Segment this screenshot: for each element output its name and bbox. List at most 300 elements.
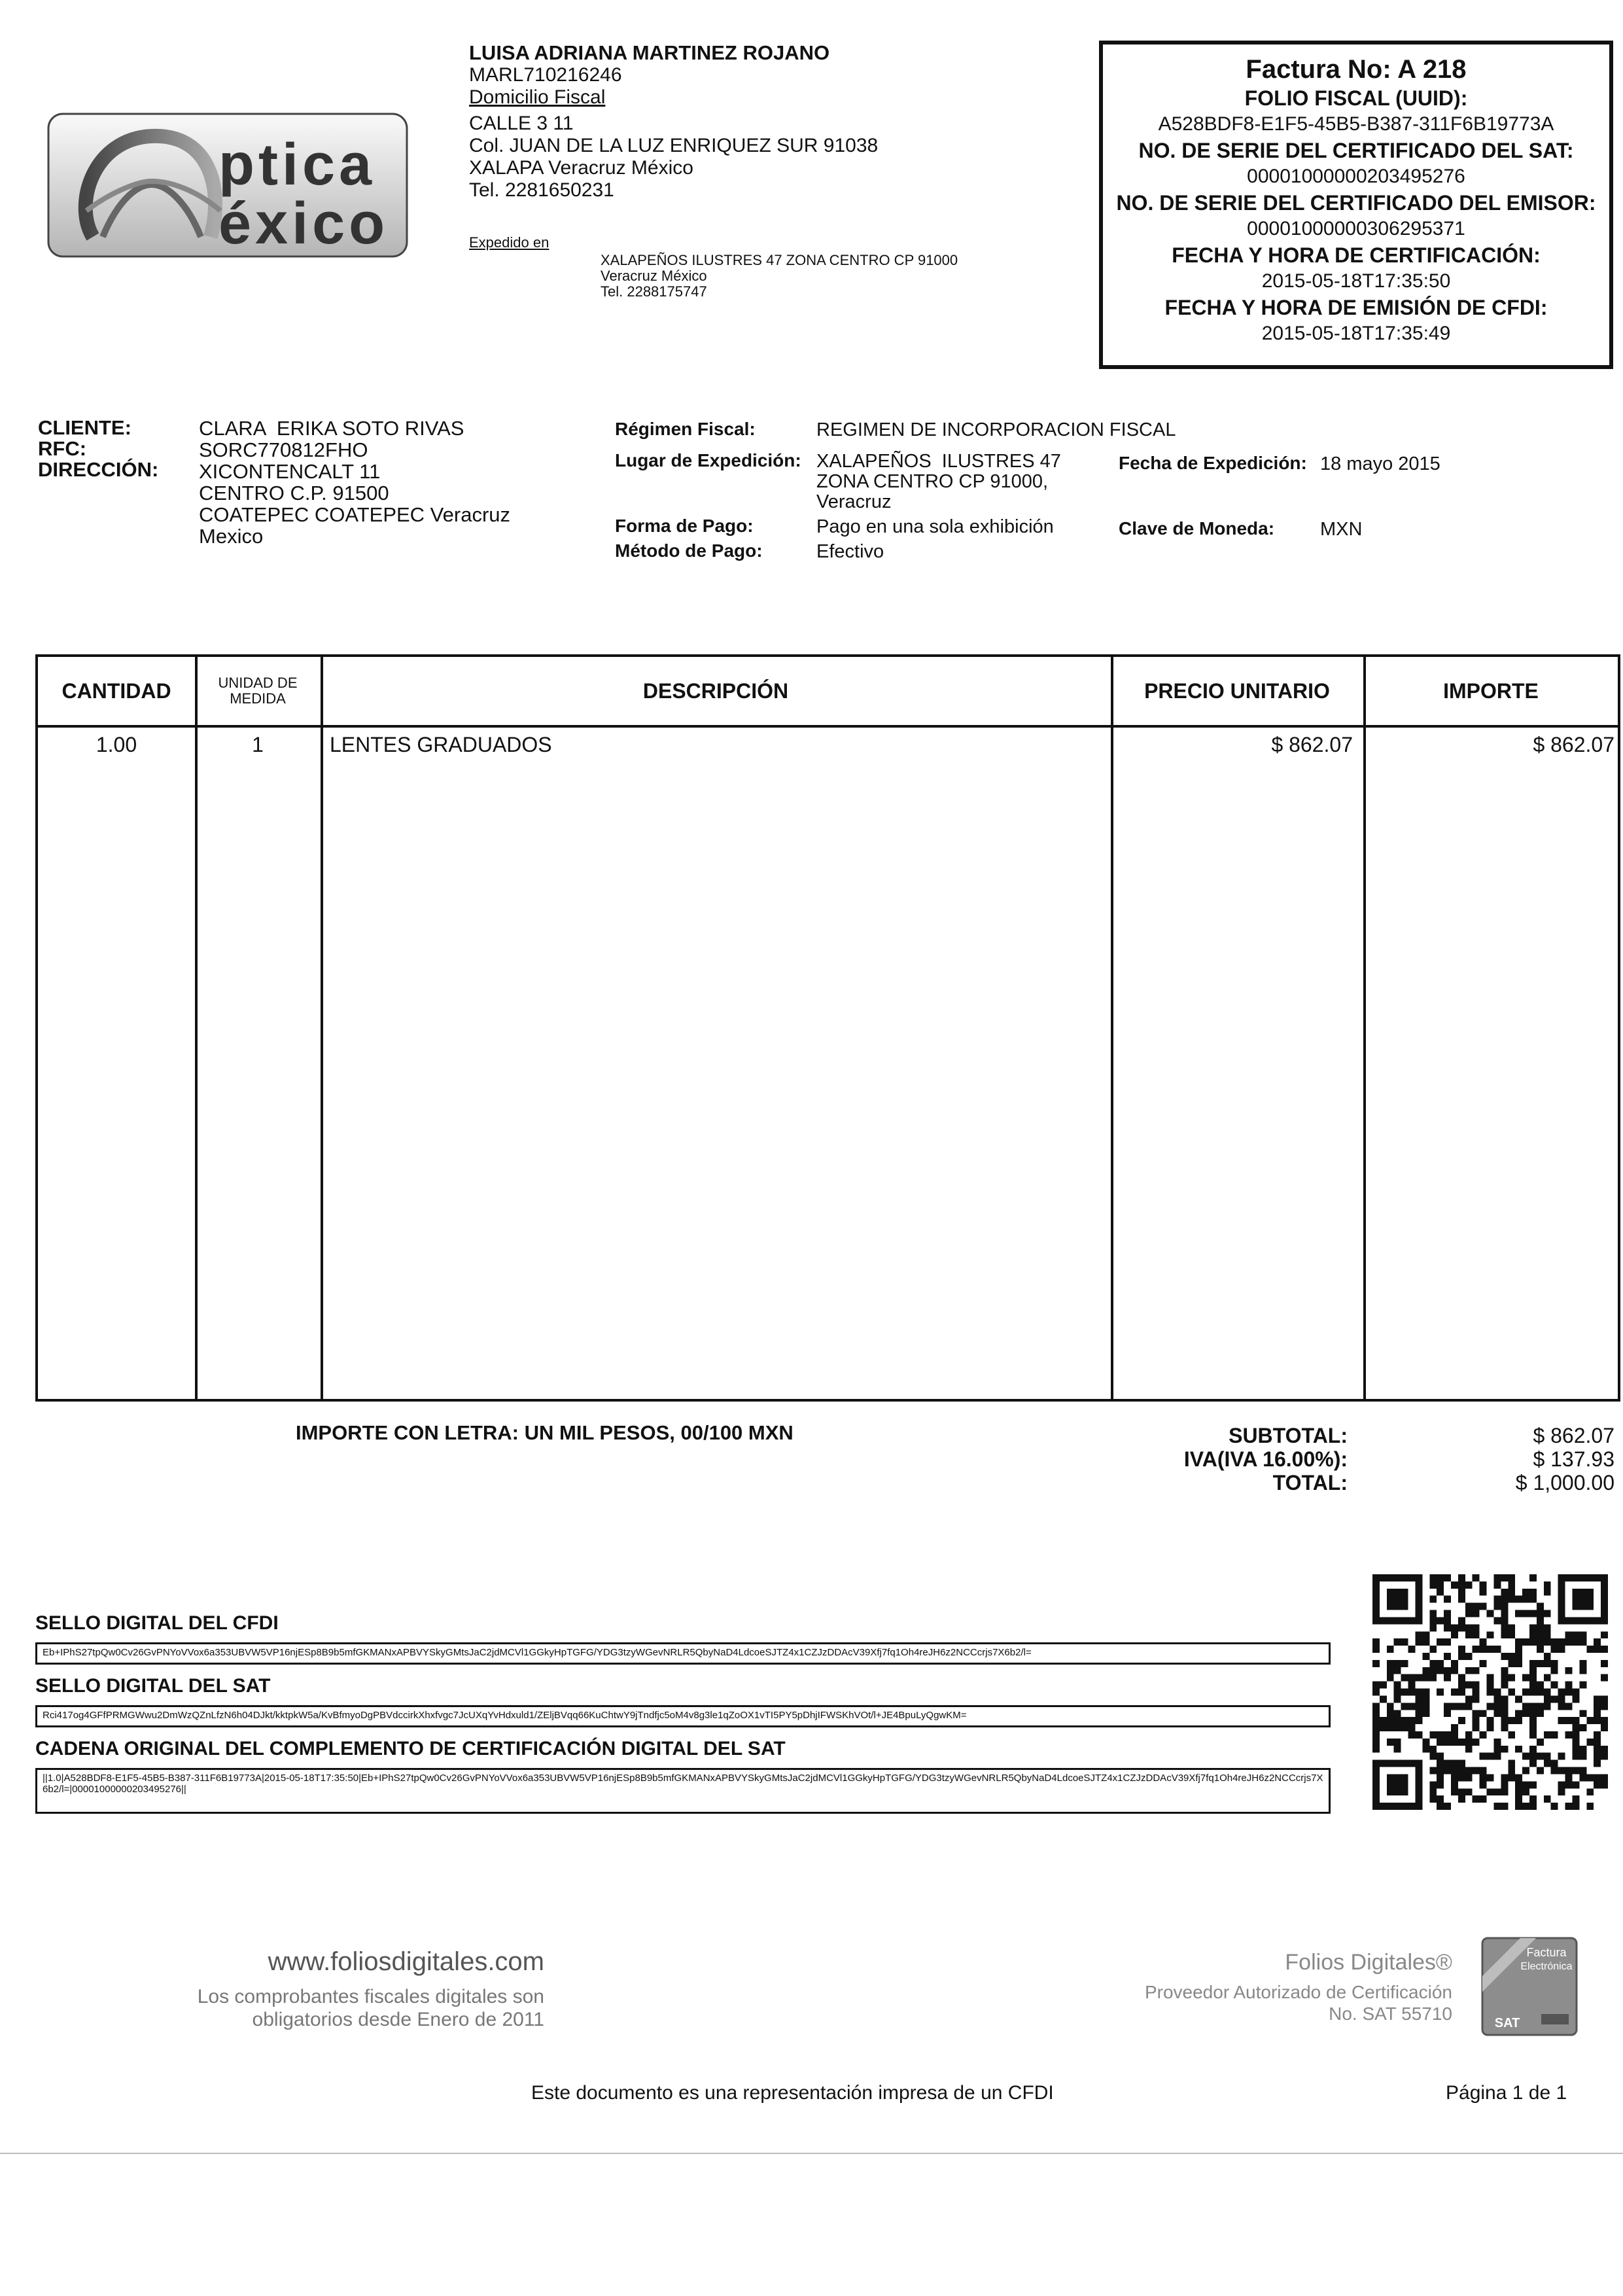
qr-module — [1394, 1724, 1401, 1731]
qr-module — [1508, 1596, 1515, 1603]
qr-module — [1586, 1717, 1594, 1724]
proveedor-line: Proveedor Autorizado de Certificación — [1144, 1982, 1452, 2002]
qr-module — [1473, 1610, 1480, 1617]
qr-module — [1401, 1689, 1408, 1696]
header-cantidad: CANTIDAD — [61, 679, 171, 703]
qr-module — [1394, 1660, 1401, 1667]
qr-module — [1394, 1717, 1401, 1724]
expedido-address — [601, 253, 958, 300]
qr-module — [1565, 1617, 1573, 1624]
qr-module — [1372, 1589, 1380, 1596]
qr-module — [1544, 1624, 1551, 1631]
qr-module — [1408, 1682, 1416, 1689]
qr-module — [1387, 1788, 1394, 1795]
qr-module — [1601, 1581, 1608, 1589]
qr-module — [1372, 1795, 1380, 1803]
qr-module — [1437, 1803, 1444, 1810]
qr-module — [1480, 1774, 1487, 1781]
qr-module — [1508, 1731, 1515, 1739]
qr-module — [1508, 1660, 1515, 1667]
qr-module — [1522, 1703, 1529, 1710]
qr-module — [1415, 1589, 1422, 1596]
qr-module — [1508, 1574, 1515, 1581]
qr-module — [1380, 1724, 1387, 1731]
qr-module — [1537, 1767, 1544, 1775]
sello-cfdi-title: SELLO DIGITAL DEL CFDI — [35, 1612, 279, 1634]
qr-module — [1372, 1731, 1380, 1739]
qr-module — [1572, 1753, 1579, 1760]
qr-module — [1529, 1667, 1537, 1674]
qr-module — [1558, 1589, 1565, 1596]
cell-descripcion: LENTES GRADUADOS — [330, 733, 552, 756]
qr-module — [1401, 1660, 1408, 1667]
qr-module — [1401, 1617, 1408, 1624]
qr-module — [1372, 1710, 1380, 1717]
qr-module — [1601, 1574, 1608, 1581]
rfc-label: RFC: — [38, 437, 87, 460]
qr-module — [1572, 1631, 1579, 1638]
qr-module — [1401, 1803, 1408, 1810]
qr-module — [1579, 1660, 1586, 1667]
qr-module — [1501, 1624, 1508, 1631]
qr-module — [1493, 1603, 1501, 1610]
qr-module — [1437, 1753, 1444, 1760]
qr-module — [1387, 1667, 1394, 1674]
qr-module — [1601, 1589, 1608, 1596]
qr-module — [1529, 1717, 1537, 1724]
qr-module — [1558, 1781, 1565, 1788]
qr-module — [1537, 1646, 1544, 1653]
qr-module — [1579, 1667, 1586, 1674]
qr-module — [1493, 1753, 1501, 1760]
qr-module — [1458, 1596, 1465, 1603]
qr-module — [1558, 1574, 1565, 1581]
qr-module — [1544, 1638, 1551, 1646]
qr-module — [1515, 1774, 1522, 1781]
qr-module — [1394, 1695, 1401, 1703]
qr-module — [1437, 1774, 1444, 1781]
qr-module — [1544, 1631, 1551, 1638]
qr-module — [1422, 1653, 1429, 1660]
qr-module — [1458, 1703, 1465, 1710]
client-name: CLARA ERIKA SOTO RIVAS — [199, 417, 464, 440]
qr-module — [1572, 1803, 1579, 1810]
qr-module — [1394, 1638, 1401, 1646]
qr-module — [1465, 1788, 1473, 1795]
qr-module — [1394, 1788, 1401, 1795]
qr-module — [1515, 1803, 1522, 1810]
qr-module — [1601, 1717, 1608, 1724]
column-divider — [1111, 657, 1113, 1399]
qr-module — [1572, 1731, 1579, 1739]
qr-module — [1501, 1781, 1508, 1788]
qr-module — [1537, 1739, 1544, 1746]
qr-module — [1537, 1753, 1544, 1760]
qr-module — [1458, 1653, 1465, 1660]
qr-module — [1493, 1617, 1501, 1624]
qr-module — [1522, 1638, 1529, 1646]
header-precio: PRECIO UNITARIO — [1144, 679, 1330, 703]
qr-module — [1380, 1574, 1387, 1581]
qr-module — [1537, 1617, 1544, 1624]
qr-module — [1372, 1739, 1380, 1746]
qr-module — [1387, 1803, 1394, 1810]
qr-module — [1372, 1774, 1380, 1781]
qr-module — [1501, 1674, 1508, 1682]
issuer-tel: Tel. 2281650231 — [469, 179, 614, 201]
qr-module — [1444, 1667, 1451, 1674]
qr-module — [1480, 1795, 1487, 1803]
qr-module — [1565, 1803, 1573, 1810]
qr-module — [1579, 1596, 1586, 1603]
qr-module — [1508, 1631, 1515, 1638]
qr-module — [1422, 1695, 1429, 1703]
qr-module — [1493, 1689, 1501, 1696]
client-address-line: Mexico — [199, 525, 264, 548]
qr-module — [1508, 1767, 1515, 1775]
iva-label: IVA(IVA 16.00%): — [1183, 1447, 1348, 1471]
qr-module — [1387, 1724, 1394, 1731]
expedido-label: Expedido en — [469, 234, 550, 251]
qr-module — [1458, 1624, 1465, 1631]
qr-module — [1572, 1724, 1579, 1731]
column-divider — [195, 657, 198, 1399]
qr-module — [1444, 1760, 1451, 1767]
qr-module — [1529, 1596, 1537, 1603]
qr-module — [1493, 1646, 1501, 1653]
qr-module — [1601, 1746, 1608, 1753]
header-unidad-line: MEDIDA — [230, 690, 286, 707]
qr-module — [1586, 1803, 1594, 1810]
qr-module — [1458, 1682, 1465, 1689]
qr-module — [1480, 1646, 1487, 1653]
qr-module — [1387, 1589, 1394, 1596]
qr-module — [1508, 1624, 1515, 1631]
qr-module — [1537, 1710, 1544, 1717]
qr-module — [1579, 1753, 1586, 1760]
qr-module — [1537, 1703, 1544, 1710]
qr-module — [1437, 1667, 1444, 1674]
qr-module — [1372, 1803, 1380, 1810]
qr-module — [1422, 1739, 1429, 1746]
qr-module — [1601, 1610, 1608, 1617]
qr-module — [1572, 1781, 1579, 1788]
qr-module — [1458, 1574, 1465, 1581]
qr-module — [1458, 1739, 1465, 1746]
qr-module — [1529, 1760, 1537, 1767]
qr-module — [1458, 1674, 1465, 1682]
qr-module — [1508, 1653, 1515, 1660]
issuer-name: LUISA ADRIANA MARTINEZ ROJANO — [469, 41, 830, 64]
qr-module — [1451, 1631, 1458, 1638]
qr-module — [1429, 1674, 1437, 1682]
qr-module — [1465, 1631, 1473, 1638]
qr-module — [1387, 1739, 1394, 1746]
lugar-label: Lugar de Expedición: — [615, 450, 801, 470]
qr-module — [1451, 1781, 1458, 1788]
qr-module — [1501, 1703, 1508, 1710]
qr-module — [1487, 1610, 1494, 1617]
qr-module — [1537, 1689, 1544, 1696]
qr-module — [1415, 1689, 1422, 1696]
qr-module — [1415, 1574, 1422, 1581]
qr-module — [1508, 1581, 1515, 1589]
client-values — [199, 417, 510, 547]
qr-module — [1544, 1653, 1551, 1660]
qr-module — [1465, 1610, 1473, 1617]
qr-module — [1515, 1596, 1522, 1603]
qr-module — [1501, 1603, 1508, 1610]
total-value: $ 1,000.00 — [1515, 1471, 1614, 1494]
qr-code — [1372, 1574, 1608, 1810]
qr-module — [1401, 1717, 1408, 1724]
qr-module — [1437, 1760, 1444, 1767]
qr-module — [1451, 1731, 1458, 1739]
qr-module — [1473, 1767, 1480, 1775]
qr-module — [1515, 1717, 1522, 1724]
qr-module — [1487, 1674, 1494, 1682]
qr-module — [1487, 1682, 1494, 1689]
qr-module — [1529, 1710, 1537, 1717]
qr-module — [1601, 1703, 1608, 1710]
qr-module — [1480, 1781, 1487, 1788]
qr-module — [1422, 1667, 1429, 1674]
qr-module — [1408, 1760, 1416, 1767]
qr-module — [1480, 1767, 1487, 1775]
qr-module — [1372, 1682, 1380, 1689]
qr-module — [1487, 1646, 1494, 1653]
domicilio-fiscal-label: Domicilio Fiscal — [469, 86, 606, 108]
qr-module — [1594, 1703, 1601, 1710]
qr-module — [1451, 1624, 1458, 1631]
qr-module — [1544, 1703, 1551, 1710]
qr-module — [1508, 1674, 1515, 1682]
qr-module — [1394, 1603, 1401, 1610]
qr-module — [1586, 1603, 1594, 1610]
qr-module — [1558, 1767, 1565, 1775]
qr-module — [1429, 1646, 1437, 1653]
qr-module — [1572, 1717, 1579, 1724]
qr-module — [1501, 1682, 1508, 1689]
qr-module — [1387, 1781, 1394, 1788]
qr-module — [1508, 1760, 1515, 1767]
total-label: TOTAL: — [1272, 1471, 1348, 1494]
qr-module — [1586, 1589, 1594, 1596]
qr-module — [1401, 1674, 1408, 1682]
qr-module — [1572, 1689, 1579, 1696]
qr-module — [1601, 1774, 1608, 1781]
qr-module — [1558, 1581, 1565, 1589]
qr-module — [1586, 1574, 1594, 1581]
cert-sat-label: NO. DE SERIE DEL CERTIFICADO DEL SAT: — [1138, 139, 1574, 162]
qr-module — [1387, 1760, 1394, 1767]
qr-module — [1572, 1589, 1579, 1596]
qr-module — [1586, 1739, 1594, 1746]
qr-module — [1372, 1581, 1380, 1589]
qr-module — [1372, 1596, 1380, 1603]
qr-module — [1444, 1574, 1451, 1581]
qr-module — [1537, 1660, 1544, 1667]
qr-module — [1394, 1574, 1401, 1581]
qr-module — [1429, 1610, 1437, 1617]
cliente-label: CLIENTE: — [38, 416, 131, 439]
qr-module — [1594, 1746, 1601, 1753]
qr-module — [1601, 1781, 1608, 1788]
qr-module — [1579, 1589, 1586, 1596]
qr-module — [1465, 1746, 1473, 1753]
qr-module — [1473, 1724, 1480, 1731]
qr-module — [1465, 1682, 1473, 1689]
qr-module — [1394, 1774, 1401, 1781]
qr-module — [1579, 1774, 1586, 1781]
qr-module — [1529, 1610, 1537, 1617]
qr-module — [1572, 1638, 1579, 1646]
qr-module — [1415, 1760, 1422, 1767]
qr-module — [1458, 1617, 1465, 1624]
qr-module — [1444, 1703, 1451, 1710]
qr-module — [1558, 1703, 1565, 1710]
qr-module — [1594, 1774, 1601, 1781]
qr-module — [1493, 1596, 1501, 1603]
qr-module — [1522, 1689, 1529, 1696]
fecha-cert-value: 2015-05-18T17:35:50 — [1261, 270, 1451, 292]
qr-module — [1372, 1603, 1380, 1610]
totals-labels — [1112, 1424, 1348, 1494]
qr-module — [1493, 1703, 1501, 1710]
qr-module — [1480, 1660, 1487, 1667]
qr-module — [1444, 1739, 1451, 1746]
qr-module — [1501, 1803, 1508, 1810]
qr-module — [1565, 1717, 1573, 1724]
qr-module — [1408, 1617, 1416, 1624]
foliosdigitales-url: www.foliosdigitales.com — [268, 1947, 544, 1976]
qr-module — [1437, 1574, 1444, 1581]
qr-module — [1473, 1710, 1480, 1717]
qr-module — [1380, 1682, 1387, 1689]
header-descripcion: DESCRIPCIÓN — [642, 679, 789, 703]
qr-module — [1544, 1660, 1551, 1667]
cell-unidad: 1 — [252, 733, 264, 756]
qr-module — [1429, 1767, 1437, 1775]
qr-module — [1515, 1660, 1522, 1667]
moneda-label: Clave de Moneda: — [1119, 518, 1275, 539]
qr-module — [1451, 1581, 1458, 1589]
header-unidad-line: UNIDAD DE — [218, 675, 298, 691]
qr-module — [1437, 1689, 1444, 1696]
qr-module — [1594, 1646, 1601, 1653]
qr-module — [1444, 1653, 1451, 1660]
issuer-rfc: MARL710216246 — [469, 64, 622, 86]
qr-module — [1415, 1603, 1422, 1610]
qr-module — [1444, 1624, 1451, 1631]
proveedor-line: No. SAT 55710 — [1329, 2004, 1452, 2024]
qr-module — [1544, 1731, 1551, 1739]
qr-module — [1401, 1574, 1408, 1581]
qr-module — [1451, 1660, 1458, 1667]
sello-sat-box: Rci417og4GFfPRMGWwu2DmWzQZnLfzN6h04DJkt/kktpkW5a/KvBfmyoDgPBVdccirkXhxfvgc7JcUXqYvHdxuld1/ZEljBVqq66KuChtwY9jTndfjc5oM4v8g3le1qZoOX1vTI5PY5pDhjIFWSKhVOt/l+JE4BpuLyQgwKM= — [35, 1705, 1331, 1727]
qr-module — [1537, 1610, 1544, 1617]
qr-module — [1529, 1682, 1537, 1689]
qr-module — [1586, 1617, 1594, 1624]
qr-module — [1372, 1788, 1380, 1795]
qr-module — [1572, 1767, 1579, 1775]
qr-module — [1501, 1631, 1508, 1638]
sello-sat-title: SELLO DIGITAL DEL SAT — [35, 1675, 271, 1697]
qr-module — [1522, 1589, 1529, 1596]
qr-module — [1408, 1803, 1416, 1810]
qr-module — [1458, 1767, 1465, 1775]
client-rfc: SORC770812FHO — [199, 438, 368, 461]
qr-module — [1387, 1674, 1394, 1682]
qr-module — [1465, 1603, 1473, 1610]
qr-module — [1415, 1774, 1422, 1781]
qr-module — [1451, 1767, 1458, 1775]
qr-module — [1544, 1795, 1551, 1803]
qr-module — [1601, 1646, 1608, 1653]
qr-module — [1401, 1703, 1408, 1710]
qr-module — [1551, 1682, 1558, 1689]
column-divider — [321, 657, 323, 1399]
qr-module — [1480, 1710, 1487, 1717]
qr-module — [1572, 1603, 1579, 1610]
qr-module — [1579, 1767, 1586, 1775]
qr-module — [1579, 1603, 1586, 1610]
qr-module — [1458, 1774, 1465, 1781]
qr-module — [1437, 1617, 1444, 1624]
qr-module — [1565, 1682, 1573, 1689]
qr-module — [1451, 1667, 1458, 1674]
qr-module — [1537, 1682, 1544, 1689]
qr-module — [1429, 1581, 1437, 1589]
qr-module — [1579, 1617, 1586, 1624]
qr-module — [1372, 1703, 1380, 1710]
qr-module — [1372, 1760, 1380, 1767]
qr-module — [1473, 1574, 1480, 1581]
qr-module — [1487, 1689, 1494, 1696]
qr-module — [1387, 1774, 1394, 1781]
subtotal-value: $ 862.07 — [1533, 1424, 1614, 1447]
issuer-city: XALAPA Veracruz México — [469, 157, 693, 179]
foliosdigitales-note — [131, 1985, 544, 2031]
qr-module — [1444, 1731, 1451, 1739]
qr-module — [1487, 1774, 1494, 1781]
qr-module — [1558, 1788, 1565, 1795]
badge-line: Factura — [1526, 1946, 1567, 1959]
fecha-emision-value: 2015-05-18T17:35:49 — [1261, 323, 1451, 344]
qr-module — [1529, 1660, 1537, 1667]
qr-module — [1465, 1653, 1473, 1660]
qr-module — [1415, 1631, 1422, 1638]
qr-module — [1529, 1724, 1537, 1731]
qr-module — [1451, 1724, 1458, 1731]
qr-module — [1515, 1695, 1522, 1703]
qr-module — [1551, 1760, 1558, 1767]
qr-module — [1458, 1717, 1465, 1724]
qr-module — [1473, 1695, 1480, 1703]
proveedor-info — [1060, 1981, 1452, 2024]
qr-module — [1522, 1596, 1529, 1603]
qr-module — [1572, 1746, 1579, 1753]
qr-module — [1415, 1788, 1422, 1795]
qr-module — [1586, 1774, 1594, 1781]
qr-module — [1493, 1788, 1501, 1795]
qr-module — [1458, 1581, 1465, 1589]
qr-module — [1487, 1753, 1494, 1760]
qr-module — [1601, 1660, 1608, 1667]
qr-module — [1465, 1767, 1473, 1775]
qr-module — [1544, 1760, 1551, 1767]
qr-module — [1401, 1589, 1408, 1596]
